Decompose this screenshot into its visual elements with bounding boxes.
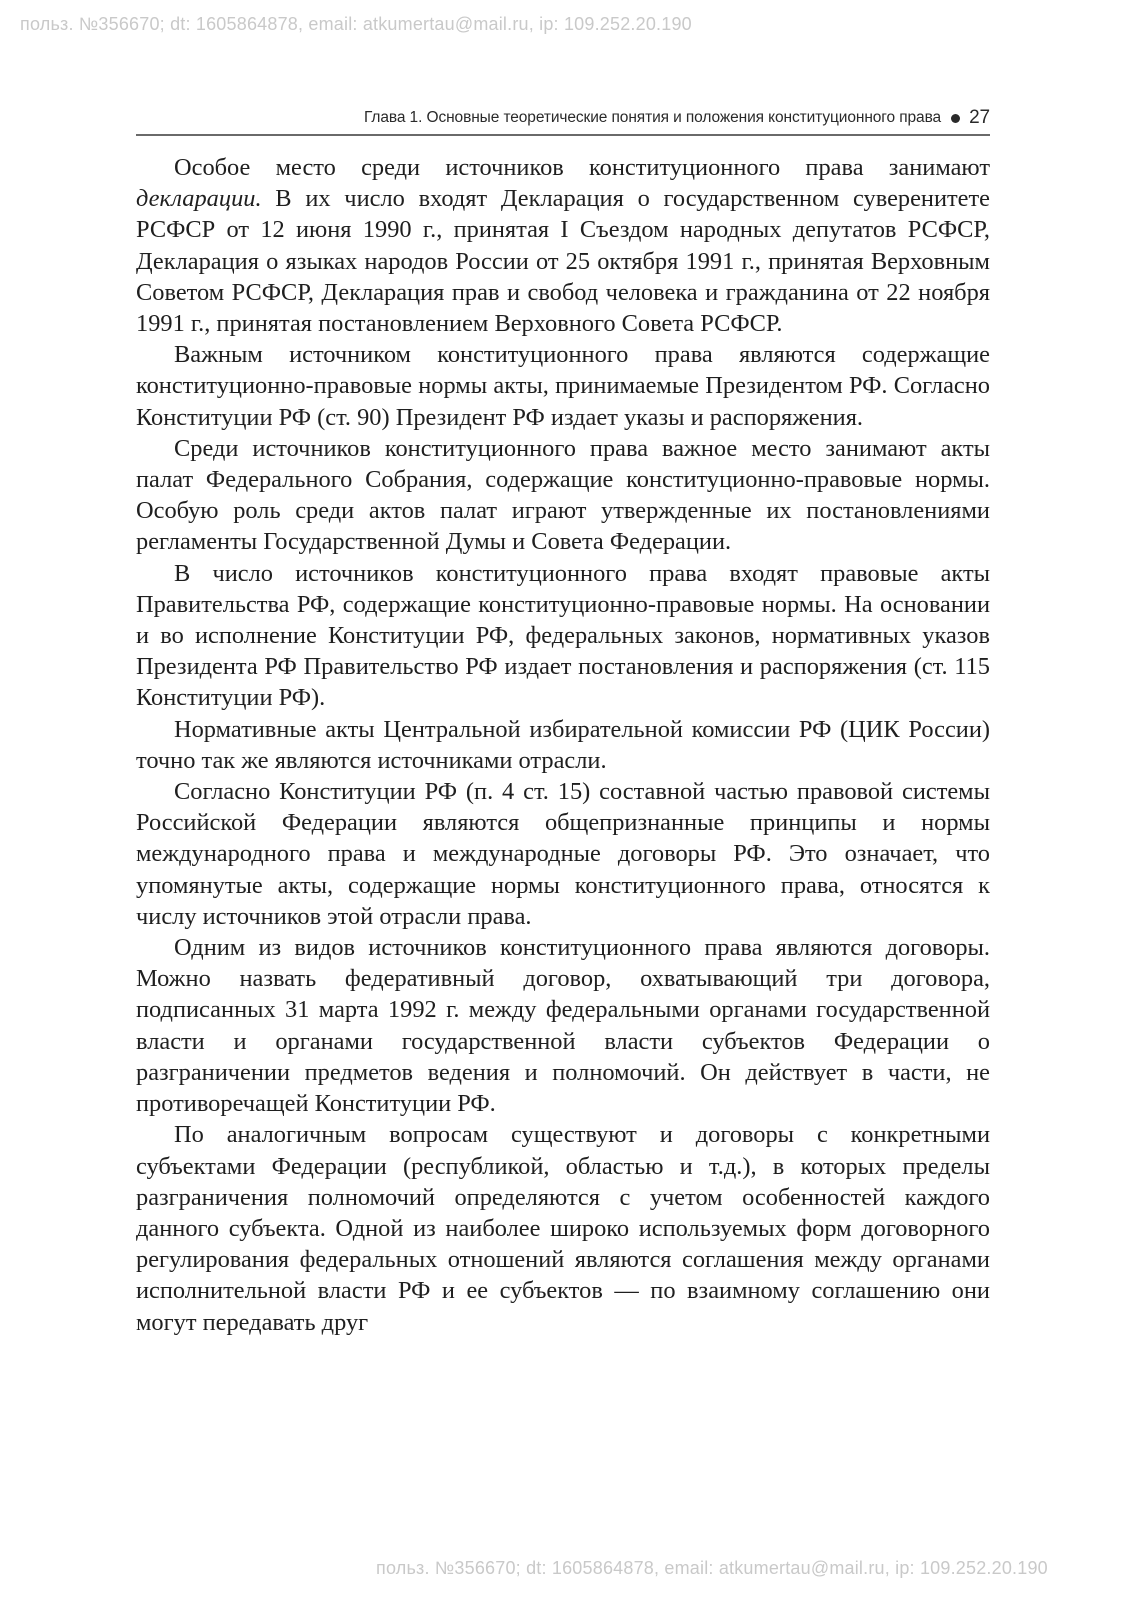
paragraph <box>136 152 990 339</box>
body-text <box>136 152 990 1338</box>
paragraph: В число источников конституционного права входят правовые акты Правительства РФ, содержащие конституционно-правовые нормы. На основании и во исполнение Конституции РФ, федеральных законов, нормативных указов Президента РФ Правительство РФ издает постановления и распоряжения (ст. 115 Конституции РФ). <box>136 559 990 712</box>
paragraph-text: Особое место среди источников конституционного права занимают <box>174 154 990 181</box>
bullet-icon <box>951 114 960 123</box>
emphasized-term: декларации. <box>136 185 262 213</box>
paragraph: Среди источников конституционного права важное место занимают акты палат Федерального Собрания, содержащие конституционно-правовые нормы. Особую роль среди актов палат играют утвержденные их постановлениями регламенты Государственной Думы и Совета Федерации. <box>136 434 990 556</box>
header-rule <box>136 134 990 136</box>
paragraph: Одним из видов источников конституционного права являются договоры. Можно назвать федеративный договор, охватывающий три договора, подписанных 31 марта 1992 г. между федеральными органами государственной власти и органами государственной власти субъектов Федерации о разграничении предметов ведения и полномочий. Он действует в части, не противоречащей Конституции РФ. <box>136 934 990 1118</box>
page-number: 27 <box>969 107 990 128</box>
chapter-title: Глава 1. Основные теоретические понятия и положения конституционного права <box>363 109 942 126</box>
running-head <box>136 104 990 132</box>
paragraph: Согласно Конституции РФ (п. 4 ст. 15) составной частью правовой системы Российской Федерации являются общепризнанные принципы и нормы международного права и международные договоры РФ. Это означает, что упомянутые акты, содержащие нормы конституционного права, относятся к числу источников этой отрасли права. <box>136 778 990 930</box>
paragraph: Нормативные акты Центральной избирательной комиссии РФ (ЦИК России) точно так же являются источниками отрасли. <box>136 715 990 774</box>
watermark-bottom: польз. №356670; dt: 1605864878, email: atkumertau@mail.ru, ip: 109.252.20.190 <box>376 1558 1048 1578</box>
paragraph: По аналогичным вопросам существуют и договоры с конкретными субъектами Федерации (республикой, областью и т.д.), в которых пределы разграничения полномочий определяются с учетом особенностей каждого данного субъекта. Одной из наиболее широко используемых форм договорного регулирования федеральных отношений являются соглашения между органами исполнительной власти РФ и ее субъектов — по взаимному соглашению они могут передавать друг <box>136 1121 990 1336</box>
paragraph-text: В их число входят Декларация о государственном суверенитете РСФСР от 12 июня 1990 г., принятая I Съездом народных депутатов РСФСР, Декларация о языках народов России от 25 октября 1991 г., принятая Верховным Советом РСФСР, Декларация прав и свобод человека и гражданина от 22 ноября 1991 г., принятая постановлением Верховного Совета РСФСР. <box>136 185 990 338</box>
watermark-top: польз. №356670; dt: 1605864878, email: atkumertau@mail.ru, ip: 109.252.20.190 <box>20 14 692 34</box>
paragraph: Важным источником конституционного права являются содержащие конституционно-правовые нормы акты, принимаемые Президентом РФ. Согласно Конституции РФ (ст. 90) Президент РФ издает указы и распоряжения. <box>136 341 990 431</box>
